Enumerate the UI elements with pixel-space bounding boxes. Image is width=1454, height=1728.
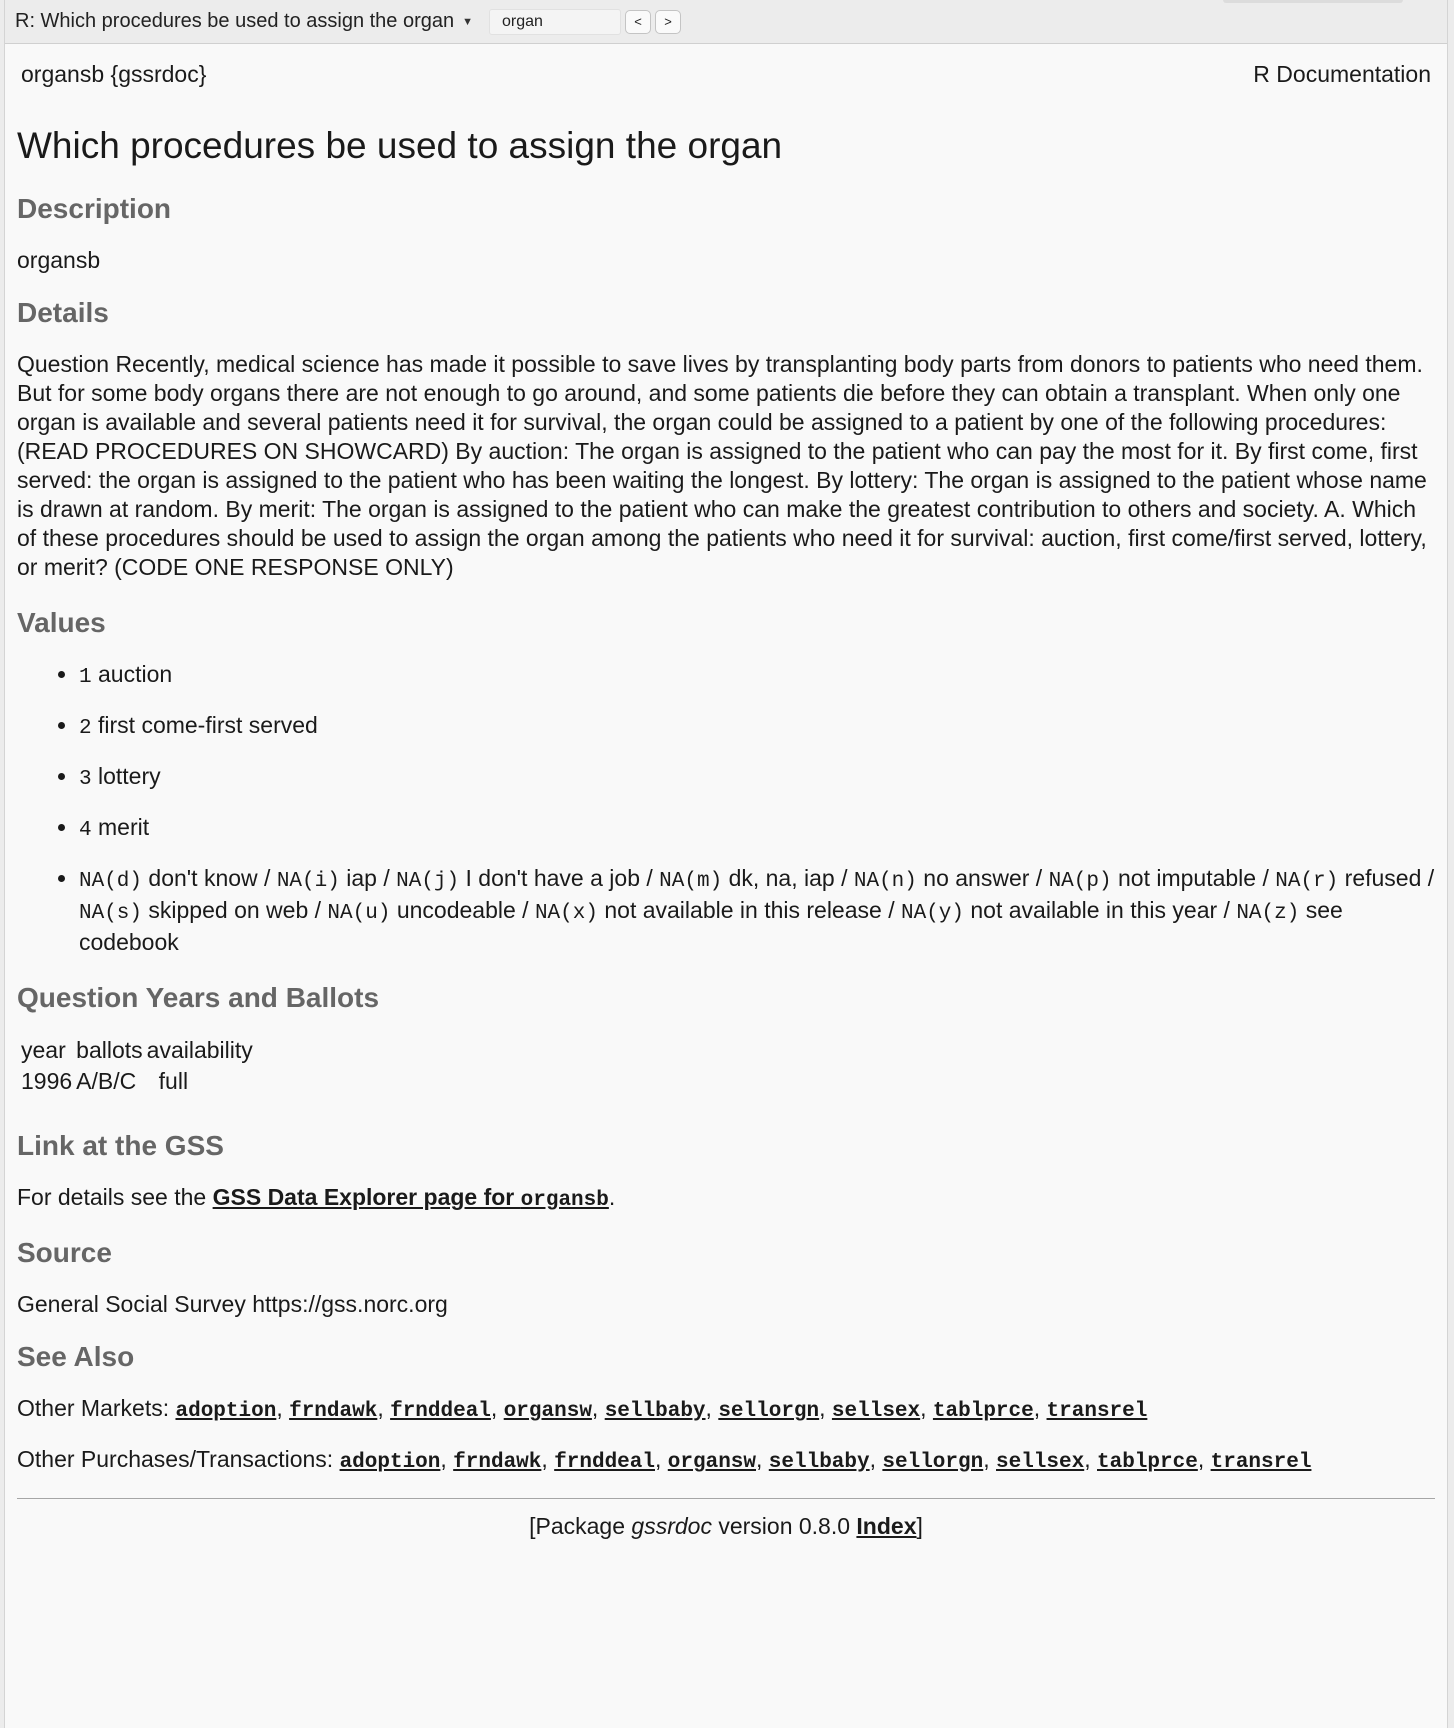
see-also-link[interactable]: sellorgn <box>882 1451 984 1474</box>
see-also-heading: See Also <box>17 1341 135 1372</box>
see-also-link[interactable]: adoption <box>175 1400 277 1423</box>
see-also-link[interactable]: adoption <box>339 1451 441 1474</box>
doc-header <box>17 44 1435 101</box>
link-heading: Link at the GSS <box>17 1130 224 1161</box>
table-cell: A/B/C <box>76 1068 137 1094</box>
details-heading: Details <box>17 297 109 328</box>
find-next-button[interactable]: > <box>655 10 681 34</box>
values-heading: Values <box>17 607 106 638</box>
description-text: organsb <box>17 247 101 273</box>
see-also-link[interactable]: sellsex <box>996 1451 1085 1474</box>
table-row <box>21 1066 257 1097</box>
see-also-link[interactable]: organsw <box>667 1451 756 1474</box>
see-also-link[interactable]: tablprce <box>932 1400 1034 1423</box>
years-table <box>21 1035 257 1097</box>
topic-history-dropdown[interactable] <box>15 10 473 33</box>
table-cell: 1996 <box>21 1068 73 1094</box>
details-text: Question Recently, medical science has made it possible to save lives by transplanting body parts from donors to patients who need them. But for some body organs there are not enough to go around, and some patients die before they can obtain a transplant. When only one organ is available and several patients need it for survival, the organ could be assigned to a patient by one of the following procedures: (READ PROCEDURES ON SHOWCARD) By auction: The organ is assigned to the patient who can pay the most for it. By first come, first served: the organ is assigned to the patient who has been waiting the longest. By lottery: The organ is assigned to the patient whose name is drawn at random. By merit: The organ is assigned to the patient who can make the greatest contribution to others and society. A. Which of these procedures should be used to assign the organ among the patients who need it for survival: auction, first come/first served, lottery, or merit? (CODE ONE RESPONSE ONLY) <box>17 351 1427 580</box>
see-also-link[interactable]: sellbaby <box>768 1451 870 1474</box>
toolbar-strip <box>1223 0 1403 3</box>
topic-name: organsb {gssrdoc} <box>21 61 207 87</box>
gss-explorer-link[interactable]: GSS Data Explorer page for organsb <box>212 1184 609 1212</box>
see-also-link[interactable]: organsw <box>503 1400 592 1423</box>
source-heading: Source <box>17 1237 112 1268</box>
help-pane <box>4 0 1448 1728</box>
see-also-link[interactable]: frndawk <box>289 1400 378 1423</box>
package-footer: [Package gssrdoc version 0.8.0 Index] <box>529 1513 923 1539</box>
table-header-row <box>21 1035 257 1066</box>
description-heading: Description <box>17 193 172 224</box>
see-also-link[interactable]: transrel <box>1046 1400 1148 1423</box>
help-content <box>5 44 1447 1540</box>
see-also-link[interactable]: transrel <box>1210 1451 1312 1474</box>
help-toolbar <box>5 0 1447 44</box>
other-markets-line: Other Markets: adoption, frndawk, frnddeal, organsw, sellbaby, sellorgn, sellsex, tablprce, transrel <box>17 1395 1148 1423</box>
page-title: Which procedures be used to assign the organ <box>17 125 783 166</box>
column-header: year <box>21 1037 66 1063</box>
topic-title: R: Which procedures be used to assign the organ <box>15 10 455 32</box>
see-also-link[interactable]: frnddeal <box>390 1400 491 1423</box>
see-also-link[interactable]: tablprce <box>1097 1451 1198 1474</box>
value-item: • 2 first come-first served <box>79 711 1435 743</box>
footer-divider <box>17 1498 1435 1499</box>
column-header: ballots <box>76 1037 143 1063</box>
years-heading: Question Years and Ballots <box>17 982 380 1013</box>
values-list <box>17 660 1435 957</box>
see-also-link[interactable]: sellorgn <box>718 1400 820 1423</box>
see-also-link[interactable]: sellbaby <box>604 1400 706 1423</box>
package-name: gssrdoc <box>631 1513 712 1539</box>
see-also-link[interactable]: frndawk <box>453 1451 542 1474</box>
doc-type: R Documentation <box>1253 61 1431 87</box>
value-item: • 1 auction <box>79 660 1435 692</box>
chevron-down-icon: ▼ <box>462 15 474 28</box>
table-cell: full <box>158 1068 189 1094</box>
see-also-link[interactable]: frnddeal <box>554 1451 655 1474</box>
find-in-topic-input[interactable] <box>489 9 621 35</box>
na-values-item: • NA(d) don't know / NA(i) iap / NA(j) I don't have a job / NA(m) dk, na, iap / NA(n) no answer / NA(p) not imputable / NA(r) refused / NA(s) skipped on web / NA(u) uncodeable / NA(x) not available in this release / NA(y) not available in this year / NA(z) see codebook <box>79 864 1435 957</box>
find-previous-button[interactable]: < <box>625 10 651 34</box>
source-text: General Social Survey https://gss.norc.org <box>17 1291 448 1317</box>
link-paragraph: For details see the GSS Data Explorer page for organsb. <box>17 1184 616 1212</box>
index-link[interactable]: Index <box>856 1513 917 1539</box>
value-item: • 3 lottery <box>79 762 1435 794</box>
value-item: • 4 merit <box>79 813 1435 845</box>
other-purchases-line: Other Purchases/Transactions: adoption, frndawk, frnddeal, organsw, sellbaby, sellorgn, sellsex, tablprce, transrel <box>17 1446 1312 1474</box>
column-header: availability <box>146 1037 253 1063</box>
see-also-link[interactable]: sellsex <box>831 1400 921 1423</box>
